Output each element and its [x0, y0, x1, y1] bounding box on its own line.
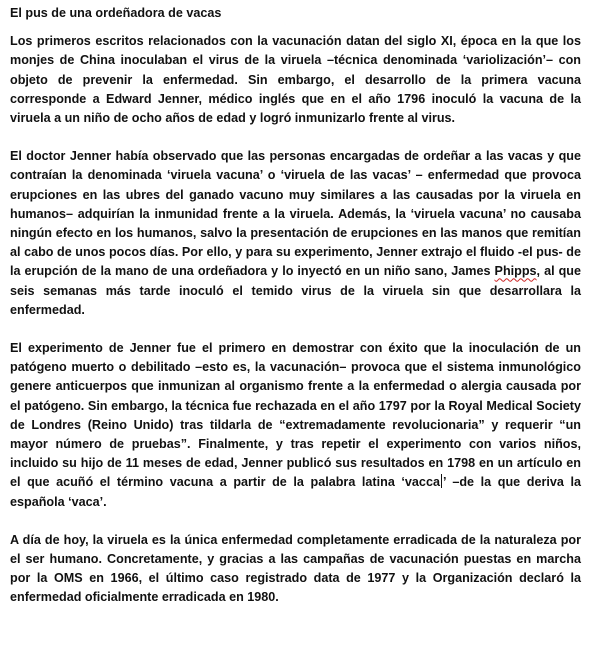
paragraph-3-text-before: El experimento de Jenner fue el primero en demostrar con éxito que la inoculación de un patógeno muerto o debilitado –esto es, la vacunación– provoca que el sistema inmunológico genere anticuerpos que inmunizan al organismo frente a la enfermedad o alergia causada por el patógeno. Sin embargo, la técnica fue rechazada en el año 1797 por la Royal Medical Society de Londres (Reino Unido) tras tildarla de “extremadamente revolucionaria” y requerir “un mayor número de pruebas”. Finalmente, y tras repetir el experimento con varios niños, incluido su hijo de 11 meses de edad, Jenner publicó sus resultados en 1798 en un artículo en el que acuñó el término vacuna a partir de la palabra latina ‘vacca	[10, 341, 581, 490]
text-cursor	[441, 474, 442, 488]
paragraph-1-text: Los primeros escritos relacionados con la vacunación datan del siglo XI, época en la que los monjes de China inoculaban el virus de la viruela –técnica denominada ‘variolización’– con objeto de prevenir la enfermedad. Sin embargo, el desarrollo de la primera vacuna corresponde a Edward Jenner, médico inglés que en el año 1796 inoculó la vacuna de la viruela a un niño de ocho años de edad y logró inmunizarlo frente al virus.	[10, 34, 581, 126]
paragraph-4-text: A día de hoy, la viruela es la única enfermedad completamente erradicada de la naturaleza por el ser humano. Concretamente, y gracias a las campañas de vacunación puestas en marcha por la OMS en 1966, el último caso registrado data de 1977 y la Organización declaró la enfermedad oficialmente erradicada en 1980.	[10, 532, 581, 605]
paragraph-2-text-after: , al que seis semanas más tarde inoculó el temido virus de la viruela sin que desarrollara la enfermedad.	[10, 264, 582, 317]
paragraph-4	[10, 531, 581, 608]
paragraph-2-text-before: El doctor Jenner había observado que las personas encargadas de ordeñar a las vacas y que contraían la denominada ‘viruela vacuna’ o ‘viruela de las vacas’ – enfermedad que provoca erupciones en las ubres del ganado vacuno muy similares a las causadas por la viruela en humanos– adquirían la inmunidad frente a la viruela. Además, la ‘viruela vacuna’ no causaba ningún efecto en los humanos, salvo la presentación de erupciones en las manos que remitían al cabo de unos pocos días. Por ello, y para su experimento, Jenner extrajo el fluido -el pus- de la erupción de la mano de una ordeñadora y lo inyectó en un niño sano, James	[10, 149, 581, 279]
paragraph-3	[10, 339, 581, 512]
spellcheck-flagged-word[interactable]: Phipps	[494, 264, 537, 279]
paragraph-2	[10, 147, 581, 320]
document-title: El pus de una ordeñadora de vacas	[10, 6, 222, 20]
paragraph-1	[10, 32, 581, 128]
paragraph-3-text-after: ’ –de la que deriva la española ‘vaca’.	[10, 475, 581, 509]
